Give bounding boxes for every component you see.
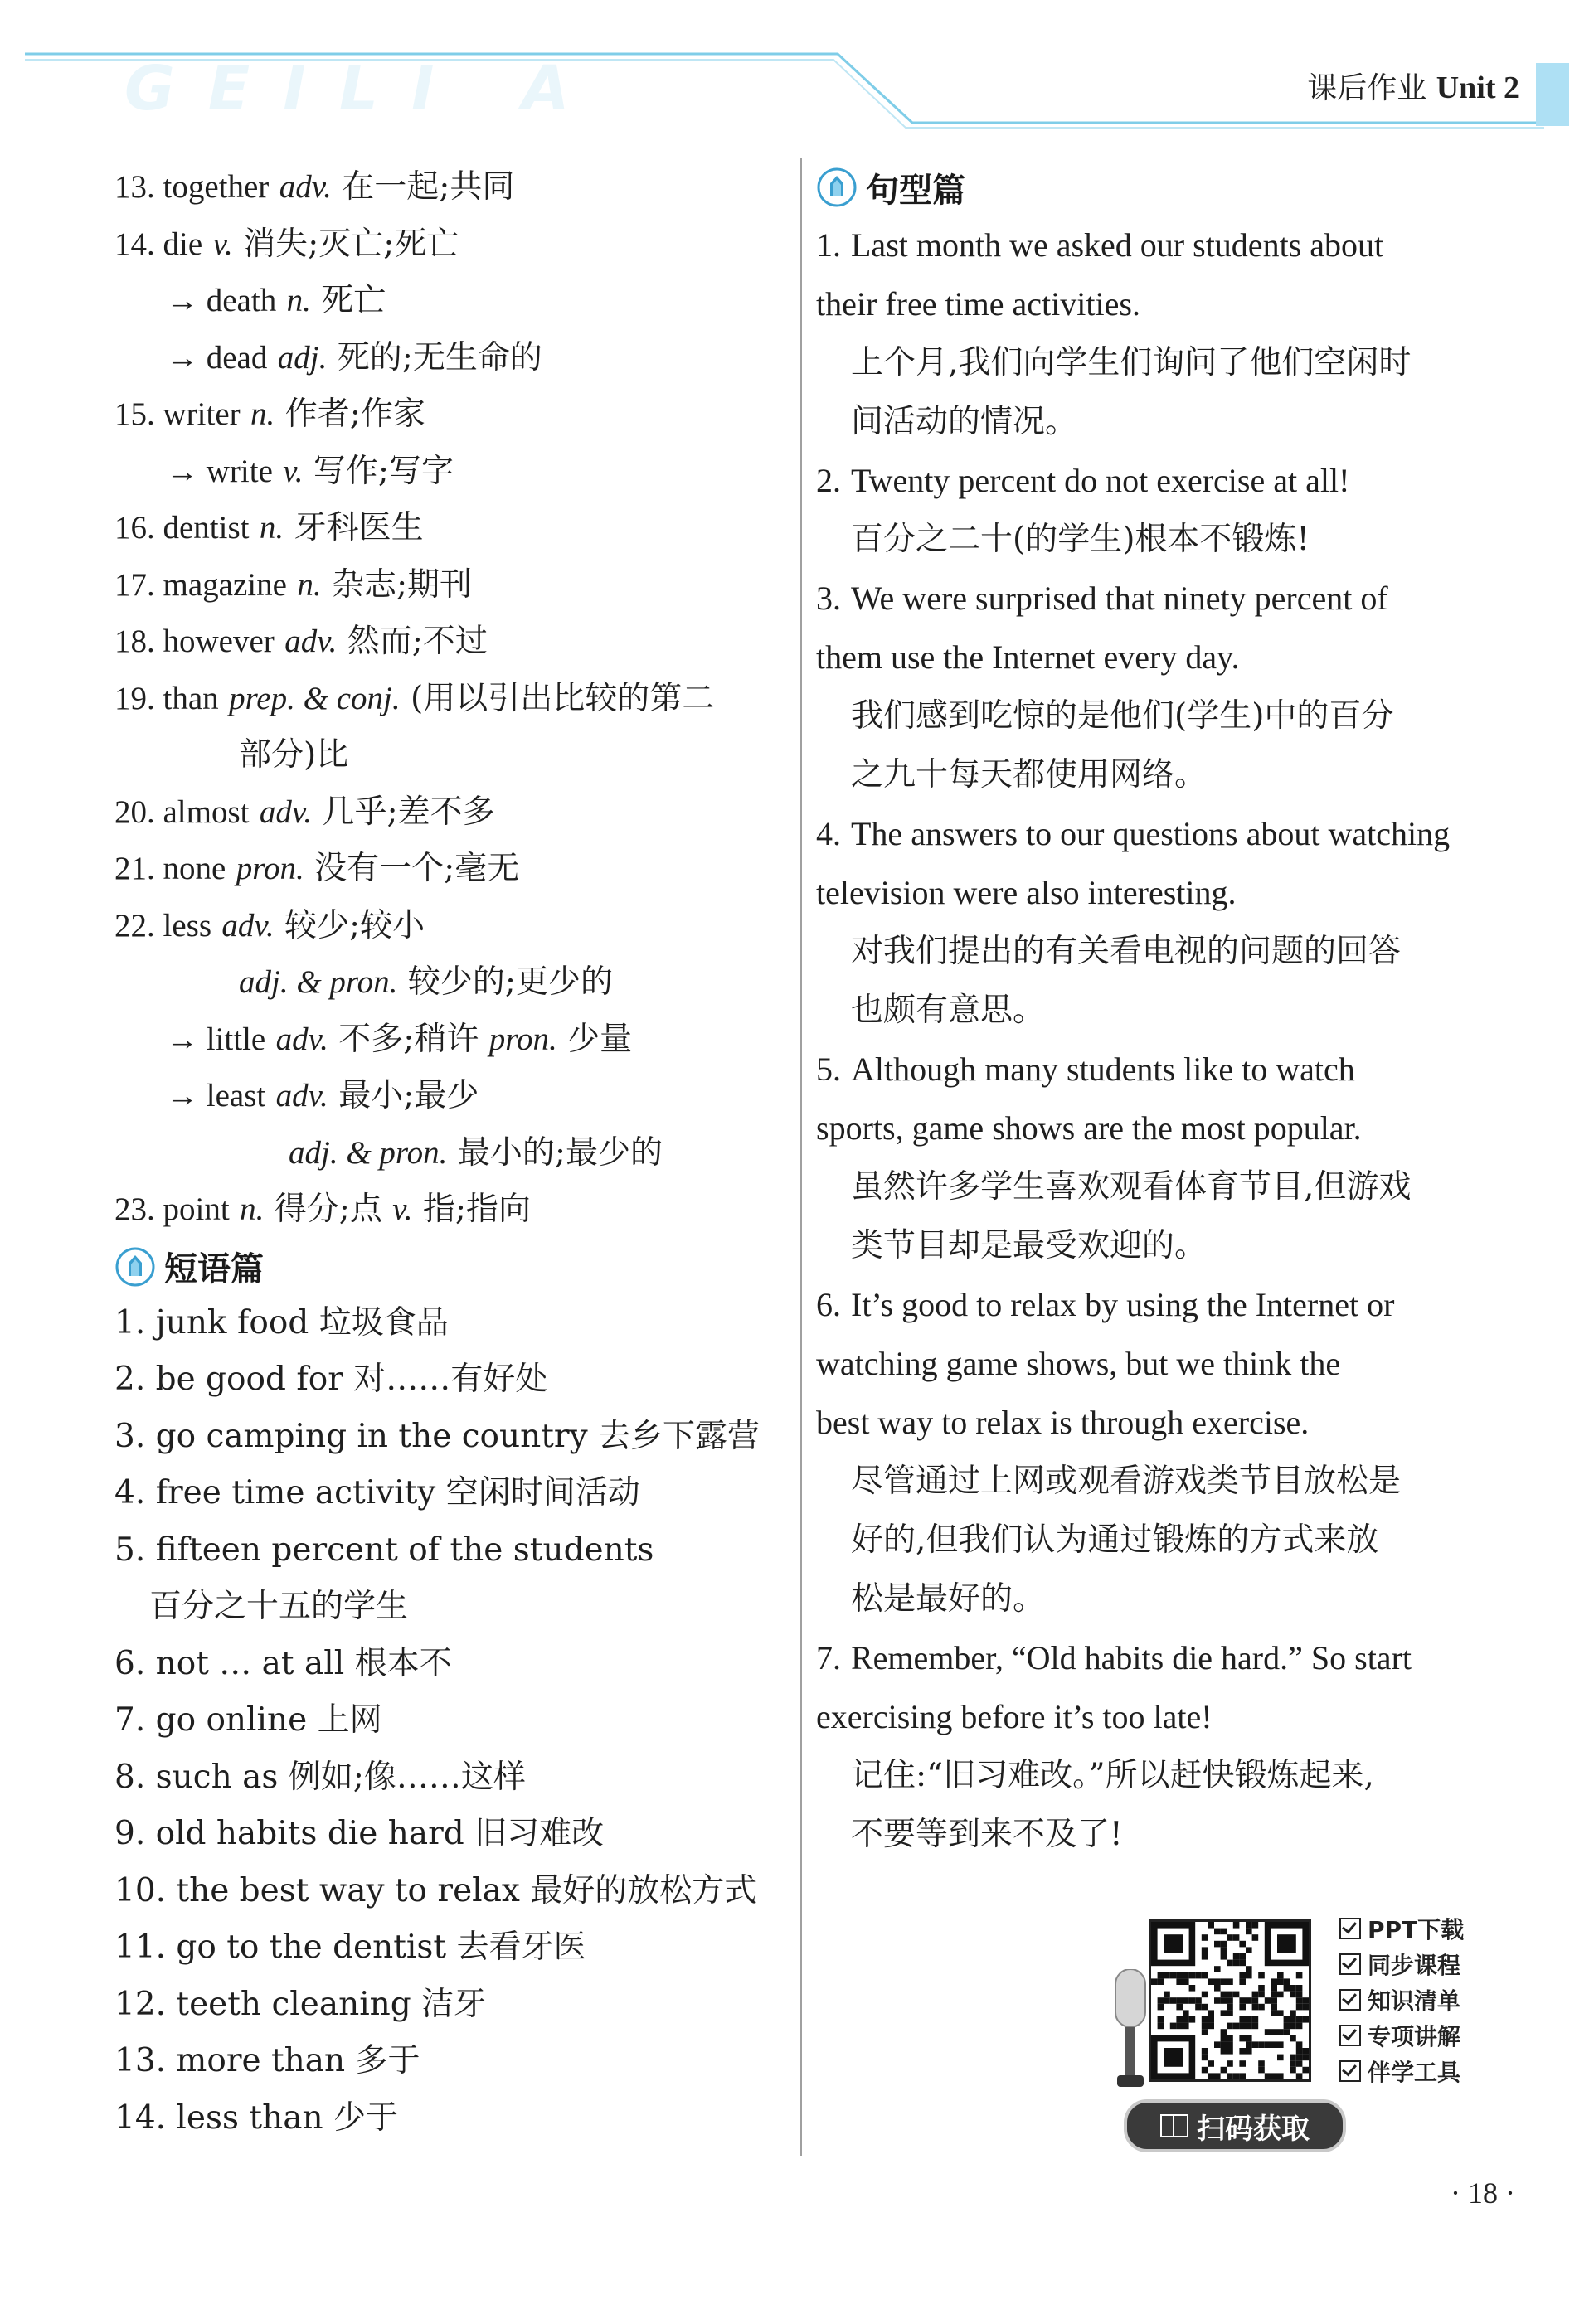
vocab-headword: → least: [166, 1078, 266, 1113]
checklist-item-label: 知识清单: [1368, 1987, 1461, 2015]
vocab-meaning: 死亡: [321, 282, 386, 319]
vocab-meaning: 指;指向: [422, 1191, 531, 1228]
vocab-part-of-speech: adv.: [284, 623, 338, 659]
sentence-chinese-line: 对我们提出的有关看电视的问题的回答: [851, 933, 1402, 970]
vocab-entry: [114, 1181, 795, 1239]
sentence-number: 1.: [816, 226, 841, 264]
vocab-entry: [114, 1012, 795, 1069]
vocab-headword: → little: [166, 1021, 266, 1057]
sentence-number: 4.: [816, 815, 841, 852]
vocab-meaning: 较少;较小: [284, 906, 425, 944]
qr-code[interactable]: [1149, 1919, 1311, 2082]
vocab-part-of-speech: pron.: [236, 851, 304, 886]
vocab-headword: 22. less: [114, 907, 211, 944]
checkbox-checked-icon: [1339, 2060, 1361, 2082]
vocab-meaning: (用以引出比较的第二: [411, 679, 715, 717]
vocab-part-of-speech: n.: [297, 566, 322, 603]
checklist-item-label: 专项讲解: [1368, 2022, 1461, 2050]
right-column: [816, 159, 1496, 1864]
vocab-headword: 18. however: [114, 623, 275, 659]
qr-promo: [1099, 1907, 1489, 2156]
vocab-headword: 23. point: [114, 1191, 230, 1227]
vocab-meaning: 少量: [567, 1020, 633, 1058]
vocab-headword: 13. together: [114, 169, 270, 205]
sentence-chinese-line: 百分之二十(的学生)根本不锻炼!: [851, 521, 1310, 558]
sentence-chinese-line: 虽然许多学生喜欢观看体育节目,但游戏: [851, 1168, 1412, 1206]
header-title-zh: 课后作业: [1307, 71, 1427, 105]
phrase-item: 2. be good for 对……有好处: [114, 1361, 548, 1398]
sentence-number: 6.: [816, 1286, 841, 1323]
sentence-number: 5.: [816, 1050, 841, 1088]
sentence-english-line: [816, 451, 1496, 510]
phrase-item: 3. go camping in the country 去乡下露营: [114, 1417, 761, 1455]
pencil-badge-icon: [114, 1246, 156, 1288]
sentence-english-text: The answers to our questions about watching: [851, 815, 1451, 852]
sentence-item: [816, 451, 1496, 569]
sentence-english-line: sports, game shows are the most popular.: [816, 1109, 1362, 1147]
vocab-part-of-speech: v.: [392, 1191, 413, 1227]
sentence-english-text: Last month we asked our students about: [851, 226, 1384, 264]
phrase-item: 11. go to the dentist 去看牙医: [114, 1929, 586, 1966]
sentence-chinese-line: 类节目却是最受欢迎的。: [851, 1227, 1208, 1264]
phrase-item: 7. go online 上网: [114, 1701, 382, 1739]
vocab-entry: [114, 273, 795, 330]
vocab-part-of-speech: n.: [259, 510, 284, 546]
vocab-entry: [114, 784, 795, 842]
sentence-english-text: Twenty percent do not exercise at all!: [851, 462, 1350, 499]
promo-checklist: [1339, 1910, 1464, 2089]
vocab-entry: [114, 557, 795, 614]
checklist-item: [1339, 2017, 1464, 2053]
vocab-part-of-speech: adv.: [279, 169, 332, 205]
header-tab-marker: [1536, 63, 1569, 126]
checklist-item-label: 伴学工具: [1368, 2058, 1461, 2086]
sentence-english-line: [816, 1275, 1496, 1334]
vocab-meaning: 几乎;差不多: [322, 793, 495, 831]
vocab-part-of-speech: prep. & conj.: [229, 680, 401, 716]
vocab-meaning: 在一起;共同: [342, 168, 515, 206]
sentence-number: 3.: [816, 580, 841, 617]
vocab-part-of-speech: adj. & pron.: [289, 1134, 448, 1171]
vocab-meaning: 较少的;更少的: [407, 963, 613, 1001]
sentence-item: [816, 1628, 1496, 1864]
phrase-item: 百分之十五的学生: [149, 1588, 409, 1625]
checkbox-checked-icon: [1339, 2025, 1361, 2046]
vocab-meaning: 不多;稍许: [338, 1020, 479, 1058]
sentence-number: 2.: [816, 462, 841, 499]
checklist-item-label: PPT下载: [1368, 1915, 1465, 1943]
sentence-english-text: It’s good to relax by using the Internet or: [851, 1286, 1395, 1323]
vocab-entry: [114, 614, 795, 671]
vocab-meaning: 写作;写字: [313, 452, 454, 490]
vocab-meaning: 作者;作家: [284, 395, 425, 433]
sentence-chinese-line: 也颇有意思。: [851, 992, 1046, 1029]
vocab-entry: [114, 898, 795, 955]
vocab-entry: [114, 671, 795, 728]
vocab-part-of-speech: v.: [212, 226, 233, 262]
sentence-chinese-line: 我们感到吃惊的是他们(学生)中的百分: [851, 697, 1394, 735]
vocab-entry: [114, 330, 795, 387]
sentence-english-line: [816, 216, 1496, 274]
vocab-meaning: 死的;无生命的: [337, 338, 542, 376]
vocab-entry: [114, 1068, 795, 1125]
sentence-chinese-line: 记住:“旧习难改。”所以赶快锻炼起来,: [851, 1757, 1374, 1794]
scan-button-label: 扫码获取: [1197, 2112, 1310, 2146]
sentence-chinese-line: 松是最好的。: [851, 1580, 1046, 1618]
vocab-entry: [114, 216, 795, 274]
phrases-section-title: 短语篇: [164, 1250, 264, 1288]
page-header: [0, 0, 1594, 133]
vocab-part-of-speech: n.: [250, 396, 275, 432]
vocab-part-of-speech: n.: [240, 1191, 265, 1227]
sentences-section-title: 句型篇: [866, 171, 965, 210]
vocab-meaning: 杂志;期刊: [331, 565, 473, 604]
vocab-meaning: 牙科医生: [294, 509, 424, 546]
sentence-chinese-line: 不要等到来不及了!: [851, 1816, 1123, 1853]
vocab-meaning: 然而;不过: [347, 623, 488, 660]
sentence-item: [816, 804, 1496, 1040]
vocab-part-of-speech: n.: [286, 283, 311, 318]
sentence-item: [816, 1040, 1496, 1275]
scan-to-get-button[interactable]: [1124, 2099, 1346, 2152]
phrase-item: 8. such as 例如;像……这样: [114, 1758, 526, 1796]
header-title: [1307, 65, 1519, 107]
vocab-part-of-speech: pron.: [488, 1021, 557, 1057]
vocab-part-of-speech: adj.: [277, 339, 328, 376]
checklist-item: [1339, 1946, 1464, 1982]
phrase-list: [114, 1295, 795, 2147]
phrase-item: 9. old habits die hard 旧习难改: [114, 1815, 605, 1852]
column-divider: [800, 158, 802, 2156]
vocab-part-of-speech: adv.: [275, 1078, 328, 1113]
sentence-english-line: [816, 1040, 1496, 1099]
phrase-item: 12. teeth cleaning 洁牙: [114, 1985, 487, 2023]
sentence-number: 7.: [816, 1639, 841, 1676]
vocab-headword: 16. dentist: [114, 510, 250, 546]
vocab-entry: [114, 159, 795, 216]
sentence-english-text: Remember, “Old habits die hard.” So start: [851, 1639, 1412, 1676]
vocab-part-of-speech: adj. & pron.: [239, 964, 398, 1000]
checklist-item: [1339, 1982, 1464, 2017]
header-watermark: GEILI A: [124, 53, 603, 124]
phrase-item: 4. free time activity 空闲时间活动: [114, 1474, 640, 1511]
vocab-headword: 19. than: [114, 680, 219, 716]
vocab-meaning: 得分;点: [274, 1191, 382, 1228]
sentence-chinese-line: 好的,但我们认为通过锻炼的方式来放: [851, 1521, 1379, 1559]
left-column: [114, 159, 795, 2147]
vocab-headword: 14. die: [114, 226, 203, 262]
page-number: · 18 ·: [1451, 2176, 1515, 2210]
vocab-meaning: 部分)比: [239, 736, 349, 774]
phrase-item: 5. fifteen percent of the students: [114, 1531, 654, 1569]
checklist-item-label: 同步课程: [1368, 1951, 1461, 1979]
sentence-item: [816, 1275, 1496, 1628]
pencil-badge-icon: [816, 167, 858, 208]
vocab-meaning: 最小的;最少的: [457, 1133, 663, 1172]
phrase-item: 1. junk food 垃圾食品: [114, 1303, 449, 1342]
sentence-english-line: watching game shows, but we think the: [816, 1345, 1341, 1382]
phrase-item: 13. more than 多于: [114, 2042, 420, 2079]
sentence-chinese-line: 尽管通过上网或观看游戏类节目放松是: [851, 1463, 1402, 1500]
vocab-headword: 20. almost: [114, 793, 250, 830]
vocab-headword: → dead: [166, 339, 268, 376]
sentence-english-line: their free time activities.: [816, 285, 1140, 323]
qr-code-pattern: [1151, 1922, 1309, 2079]
checklist-item: [1339, 2053, 1464, 2089]
sentence-english-text: We were surprised that ninety percent of: [851, 580, 1388, 617]
vocab-entry: [114, 1125, 795, 1182]
header-title-unit: Unit 2: [1436, 70, 1519, 105]
vocab-entry: [114, 386, 795, 444]
vocab-part-of-speech: adv.: [259, 793, 313, 830]
sentence-english-text: Although many students like to watch: [851, 1050, 1355, 1088]
phrases-section-header: [114, 1239, 795, 1295]
vocab-entry: [114, 841, 795, 898]
checkbox-checked-icon: [1339, 1953, 1361, 1975]
microphone-icon: [1106, 1969, 1155, 2094]
sentence-english-line: [816, 804, 1496, 863]
vocab-headword: → death: [166, 283, 277, 318]
checkbox-checked-icon: [1339, 1918, 1361, 1939]
sentence-chinese-line: 上个月,我们向学生们询问了他们空闲时: [851, 344, 1412, 381]
vocab-meaning: 消失;灭亡;死亡: [243, 225, 459, 263]
sentence-english-line: exercising before it’s too late!: [816, 1698, 1213, 1735]
vocab-part-of-speech: adv.: [221, 907, 275, 944]
sentence-item: [816, 216, 1496, 451]
vocab-entry: [114, 727, 795, 784]
vocab-entry: [114, 444, 795, 501]
book-icon: [1160, 2114, 1188, 2137]
checklist-item: [1339, 1910, 1464, 1946]
sentence-chinese-line: 间活动的情况。: [851, 403, 1078, 440]
phrase-item: 10. the best way to relax 最好的放松方式: [114, 1871, 757, 1909]
sentence-item: [816, 569, 1496, 804]
vocab-meaning: 最小;最少: [338, 1077, 479, 1114]
sentence-english-line: television were also interesting.: [816, 874, 1237, 911]
vocab-list: [114, 159, 795, 1239]
vocab-part-of-speech: v.: [283, 453, 304, 489]
vocab-headword: 15. writer: [114, 396, 241, 432]
sentence-english-line: best way to relax is through exercise.: [816, 1404, 1310, 1441]
vocab-meaning: 没有一个;毫无: [314, 850, 520, 887]
vocab-entry: [114, 500, 795, 557]
vocab-part-of-speech: adv.: [275, 1021, 328, 1057]
sentence-english-line: [816, 1628, 1496, 1687]
phrase-item: 14. less than 少于: [114, 2098, 398, 2137]
checkbox-checked-icon: [1339, 1989, 1361, 2011]
phrase-item: 6. not … at all 根本不: [114, 1644, 452, 1682]
sentence-chinese-line: 之九十每天都使用网络。: [851, 756, 1208, 793]
sentence-english-line: [816, 569, 1496, 628]
vocab-headword: → write: [166, 453, 273, 489]
sentence-list: [816, 216, 1496, 1864]
vocab-headword: 21. none: [114, 851, 226, 886]
sentences-section-header: [816, 159, 1496, 216]
sentence-english-line: them use the Internet every day.: [816, 638, 1240, 676]
vocab-headword: 17. magazine: [114, 566, 287, 603]
vocab-entry: [114, 954, 795, 1012]
